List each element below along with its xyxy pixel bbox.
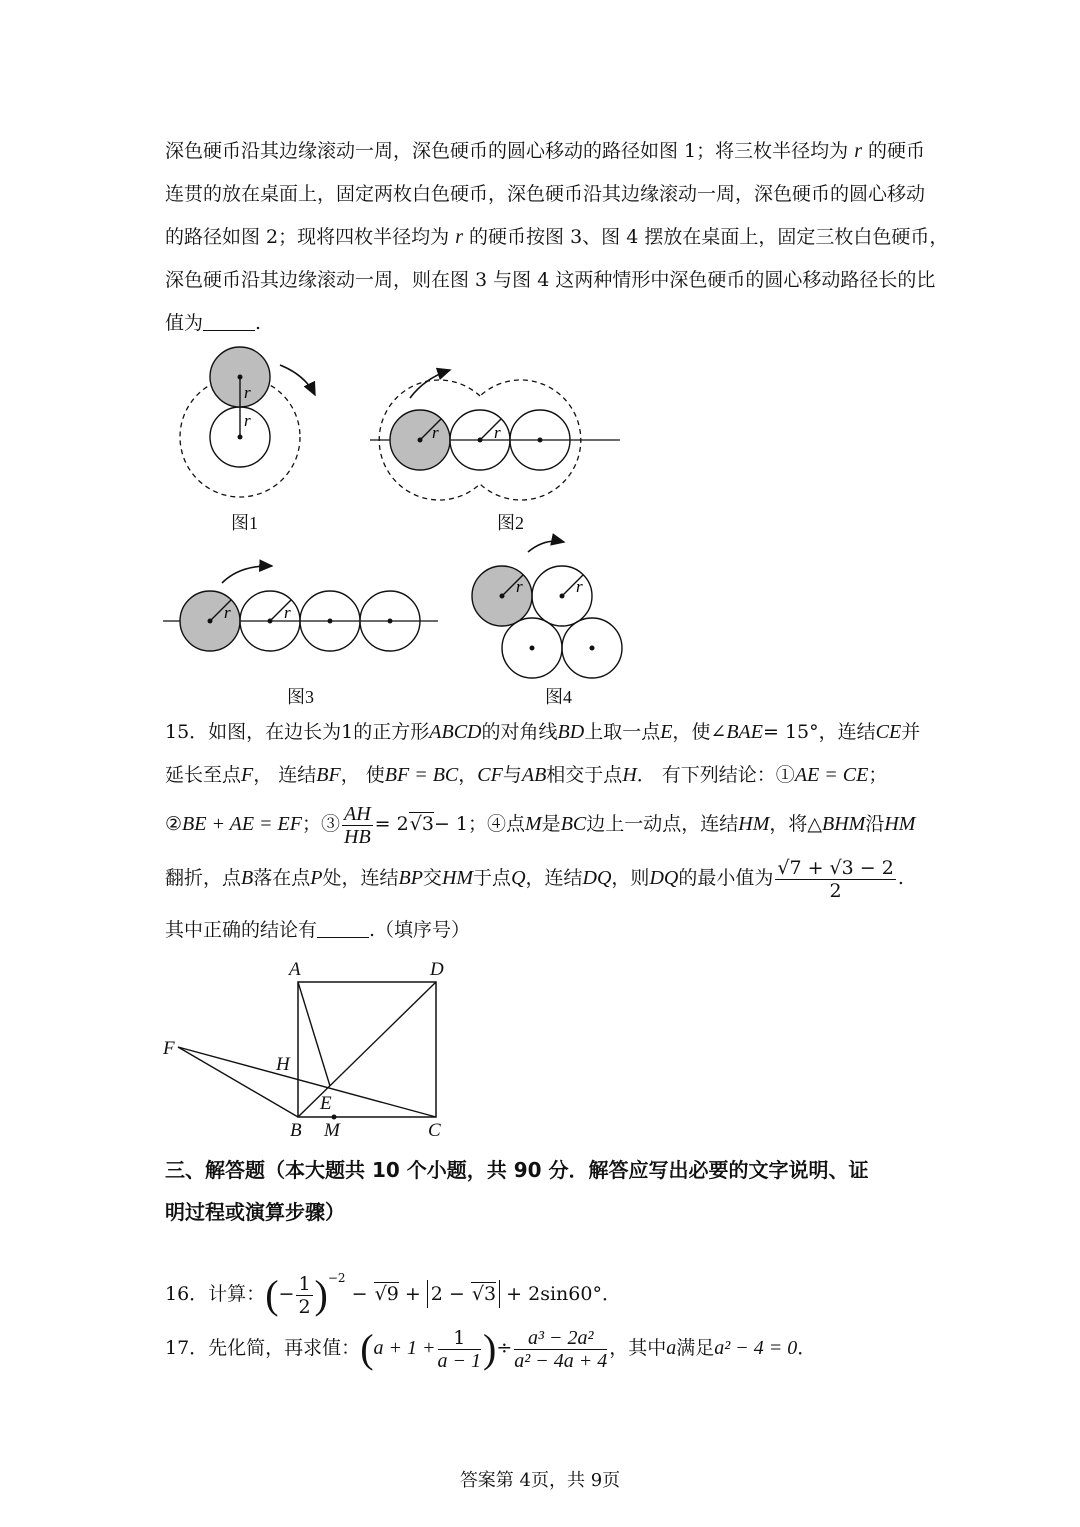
q14-line-4: 深色硬币沿其边缘滚动一周，则在图 3 与图 4 这两种情形中深色硬币的圆心移动路径长的比 [165, 269, 936, 291]
figure-4 [472, 541, 622, 678]
figure-1 [180, 347, 315, 497]
fig2-caption: 图2 [497, 513, 524, 533]
fraction-min-value: $\frac{√7 + √3 - 2}{2}$ [777, 856, 894, 902]
fig3-caption: 图3 [287, 687, 314, 707]
q17: 17．先化简，再求值：(a + 1 + $\frac{1}{a - 1}$ )÷ $\frac{\text{a³ − 2a²}}{\text{a² − 4a + 4}}$ ，其中a满足a² − 4 = 0． [165, 1326, 817, 1372]
label-B: B [290, 1120, 302, 1141]
q16: 16．计算：(− $\frac{1}{2}$ )$^{-2}$ − √9 + 2 − √3 + 2sin60°． [165, 1271, 621, 1318]
svg-text:r: r [284, 603, 291, 622]
label-F: F [163, 1038, 175, 1059]
q15-line-1: 15．如图，在边长为1的正方形ABCD的对角线BD上取一点E，使∠BAE= 15°，连结CE并 [165, 721, 921, 743]
svg-text:r: r [494, 423, 501, 442]
q15-line-5: 其中正确的结论有 .（填序号） [165, 919, 471, 941]
fraction-ah-hb: $\frac{AH}{HB}$ [344, 802, 371, 848]
section-heading-line-1: 三、解答题（本大题共 10 个小题，共 90 分．解答应写出必要的文字说明、证 [165, 1158, 869, 1182]
svg-text:r: r [224, 603, 231, 622]
q14-line-3: 的路径如图 2；现将四枚半径均为 r 的硬币按图 3、图 4 摆放在桌面上，固定三枚白色硬币， [165, 226, 949, 248]
page-footer: 答案第 4页，共 9页 [459, 1470, 621, 1491]
answer-blank-14[interactable] [203, 314, 255, 331]
svg-text:r: r [516, 577, 523, 596]
q15-line-3: ②BE + AE = EF；③ $\frac{AH}{HB}$ = 2√3− 1；④点M是BC边上一动点，连结HM，将△BHM沿HM [165, 802, 916, 848]
q15-line-2: 延长至点F， 连结BF， 使BF = BC，CF与AB相交于点H． 有下列结论：①AE = CE； [165, 764, 888, 786]
section-heading-line-2: 明过程或演算步骤） [165, 1200, 345, 1224]
label-E: E [320, 1093, 332, 1114]
answer-blank-15[interactable] [317, 921, 369, 938]
q14-line-1: 深色硬币沿其边缘滚动一周，深色硬币的圆心移动的路径如图 1；将三枚半径均为 r 的硬币 [165, 140, 926, 162]
q15-line-4: 翻折，点B落在点P处，连结BP交HM于点Q，连结DQ，则DQ的最小值为 $\frac{√7 + √3 - 2}{2}$ . [165, 856, 904, 902]
q14-line-2: 连贯的放在桌面上，固定两枚白色硬币，深色硬币沿其边缘滚动一周，深色硬币的圆心移动 [165, 183, 926, 205]
q14-line-5: 值为 . [165, 312, 262, 334]
svg-text:r: r [244, 411, 251, 430]
label-M: M [324, 1120, 340, 1141]
svg-text:r: r [576, 577, 583, 596]
label-D: D [430, 959, 444, 980]
label-C: C [428, 1120, 441, 1141]
fig1-caption: 图1 [231, 513, 258, 533]
label-H: H [276, 1054, 290, 1075]
svg-text:r: r [244, 383, 251, 402]
fig4-caption: 图4 [545, 687, 572, 707]
square-figure [160, 960, 460, 1140]
svg-text:r: r [432, 423, 439, 442]
label-A: A [289, 959, 301, 980]
figure-3 [163, 566, 438, 651]
figure-2 [370, 370, 620, 500]
